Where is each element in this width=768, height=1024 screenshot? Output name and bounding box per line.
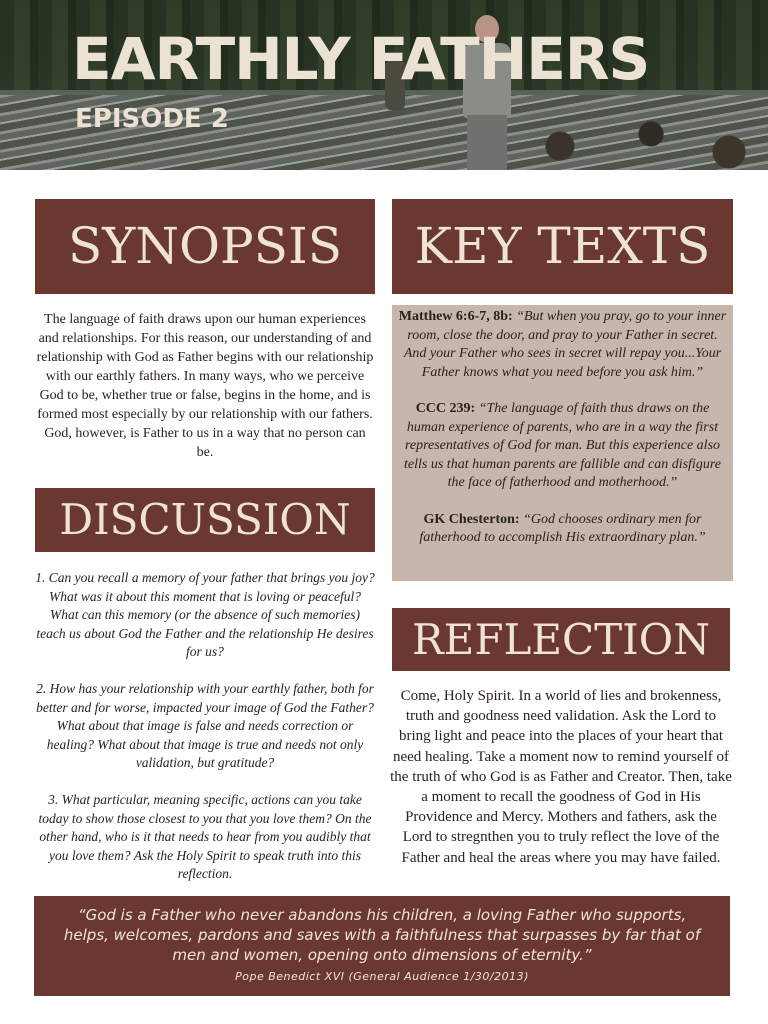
key-text-quote: “God chooses ordinary men for fatherhood to accomplish His extraordinary plan.” <box>419 511 706 545</box>
discussion-question: 3. What particular, meaning specific, actions can you take today to show those closest to you that you love them? On the other hand, who is it that needs to hear from you audibly that you love them? Ask the Holy Spirit to speak truth into this reflection. <box>38 792 372 881</box>
discussion-heading: DISCUSSION <box>35 488 375 552</box>
reflection-heading: REFLECTION <box>392 608 730 671</box>
header-photo <box>0 0 768 170</box>
quote-attribution: Pope Benedict XVI (General Audience 1/30/2013) <box>235 970 529 983</box>
closing-quote-box <box>34 896 730 996</box>
discussion-question: 2. How has your relationship with your earthly father, both for better and for worse, impacted your image of God the Father? What about that image is false and needs correction or healing? What about that image is true and needs not only validation, but gratitude? <box>36 681 374 770</box>
discussion-questions <box>35 569 375 902</box>
key-text-reference: Matthew 6:6-7, 8b: <box>398 309 513 324</box>
key-text-reference: CCC 239: <box>415 401 476 416</box>
key-text-quote: “The language of faith thus draws on the human experience of parents, who are in a way the first representatives of God for man. But this experience also tells us that human parents are fallible and can disfigure the face of fatherhood and motherhood.” <box>404 401 721 490</box>
reflection-body: Come, Holy Spirit. In a world of lies and brokenness, truth and goodness need validation. Ask the Lord to bring light and peace into the places of your heart that need healing. Take a moment now to remind yourself of the truth of who God is as Father and Creator. Then, take a moment to recall the goodness of God in His Providence and Mercy. Mothers and fathers, ask the Lord to stregnthen you to truly reflect the love of the Father and heal the areas where you may have failed. <box>390 688 732 866</box>
discussion-question: 1. Can you recall a memory of your father that brings you joy? What was it about this moment that is loving or peaceful? What can this memory (or the absence of such memories) teach us about God the Father and the relationship He desires for us? <box>35 570 375 659</box>
key-texts-box <box>392 305 733 581</box>
synopsis-heading: SYNOPSIS <box>35 199 375 294</box>
key-text-reference: GK Chesterton: <box>423 511 520 527</box>
key-text-item <box>396 400 729 493</box>
key-text-item <box>396 308 729 382</box>
episode-label: EPISODE 2 <box>75 104 229 134</box>
key-texts-heading: KEY TEXTS <box>392 199 733 294</box>
closing-quote: “God is a Father who never abandons his children, a loving Father who supports, helps, welcomes, pardons and saves with a faithfulness that surpasses by far that of men and women, opening onto dimensions of eternity.” <box>63 906 701 964</box>
synopsis-body: The language of faith draws upon our human experiences and relationships. For this reason, our understanding of and relationship with God as Father begins with our relationship with our earthly fathers. In many ways, who we perceive God to be, whether true or false, begins in the home, and is formed most especially by our relationship with our fathers. God, however, is Father to us in a way that no person can be. <box>36 312 374 460</box>
river-rocks <box>508 110 768 170</box>
key-text-item <box>396 511 729 548</box>
page-title: EARTHLY FATHERS <box>72 25 650 93</box>
key-text-quote: “But when you pray, go to your inner room, close the door, and pray to your Father in secret. And your Father who sees in secret will repay you...Your Father knows what you need before you ask him.” <box>403 309 727 380</box>
